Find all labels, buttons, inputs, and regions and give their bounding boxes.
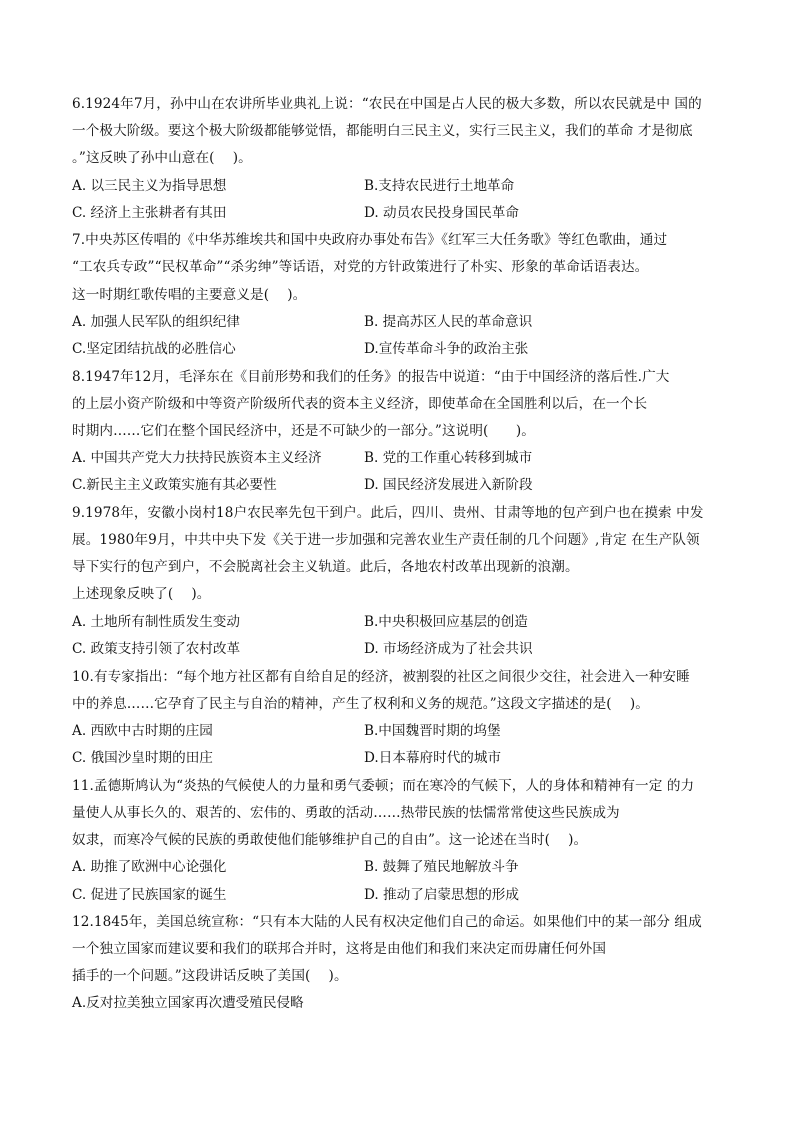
q8-option-a: A. 中国共产党大力扶持民族资本主义经济: [72, 450, 322, 466]
q7-line-1: 7.中央苏区传唱的《中华苏维埃共和国中央政府办事处布告》《红军三大任务歌》等红色歌曲，通过: [72, 232, 668, 248]
q6-option-c: C. 经济上主张耕者有其田: [72, 205, 227, 221]
q9-option-d: D. 市场经济成为了社会共识: [364, 641, 533, 657]
q8-line-1: 8.1947年12月，毛泽东在《目前形势和我们的任务》的报告中说道：“由于中国经济的落后性.广大: [72, 369, 670, 385]
q9-line-2: 展。1980年9月，中共中央下发《关于进一步加强和完善农业生产责任制的几个问题》,肯定 在生产队领: [72, 532, 700, 548]
q9-option-b: B.中央积极回应基层的创造: [364, 614, 528, 630]
q8-line-3: 时期内……它们在整个国民经济中，还是不可缺少的一部分。”这说明( )。: [72, 423, 535, 439]
q6-line-1: 6.1924年7月，孙中山在农讲所毕业典礼上说：“农民在中国是占人民的极大多数，所以农民就是中 国的: [72, 96, 702, 112]
q11-line-1: 11.孟德斯鸠认为“炎热的气候使人的力量和勇气委顿；而在寒冷的气候下，人的身体和精神有一定 的力: [72, 778, 695, 794]
q10-option-d: D.日本幕府时代的城市: [364, 750, 502, 766]
q9-option-a: A. 土地所有制性质发生变动: [72, 614, 240, 630]
q10-option-a: A. 西欧中古时期的庄园: [72, 723, 213, 739]
q9-line-3: 导下实行的包产到户，不会脱离社会主义轨道。此后，各地农村改革出现新的浪潮。: [72, 559, 579, 575]
q7-line-3: 这一时期红歌传唱的主要意义是( )。: [72, 287, 307, 303]
q6-option-a: A. 以三民主义为指导思想: [72, 178, 227, 194]
q9-option-c: C. 政策支持引领了农村改革: [72, 641, 241, 657]
q7-option-c: C.坚定团结抗战的必胜信心: [72, 341, 236, 357]
q7-option-a: A. 加强人民军队的组织纪律: [72, 314, 240, 330]
q7-line-2: “工农兵专政”“民权革命”“杀劣绅”等话语，对党的方针政策进行了朴实、形象的革命话语表达。: [72, 259, 649, 275]
q6-option-d: D. 动员农民投身国民革命: [364, 205, 519, 221]
q7-option-d: D.宣传革命斗争的政治主张: [364, 341, 529, 357]
q6-option-b: B.支持农民进行土地革命: [364, 178, 515, 194]
q8-option-d: D. 国民经济发展进入新阶段: [364, 477, 533, 493]
q6-line-2: 一个极大阶级。要这个极大阶级都能够觉悟，都能明白三民主义，实行三民主义，我们的革命 才是彻底: [72, 123, 693, 139]
q11-option-c: C. 促进了民族国家的诞生: [72, 887, 227, 903]
q11-line-2: 量使人从事长久的、艰苦的、宏伟的、勇敢的活动……热带民族的怯懦常常使这些民族成为: [72, 805, 620, 821]
q10-line-1: 10.有专家指出：“每个地方社区都有自给自足的经济，被割裂的社区之间很少交往，社会进入一种安睡: [72, 669, 690, 685]
q11-option-b: B. 鼓舞了殖民地解放斗争: [364, 859, 519, 875]
q12-line-3: 插手的一个问题。”这段讲话反映了美国( )。: [72, 968, 348, 984]
q12-line-1: 12.1845年，美国总统宣称：“只有本大陆的人民有权决定他们自己的命运。如果他们中的某一部分 组成: [72, 914, 702, 930]
q11-option-d: D. 推动了启蒙思想的形成: [364, 887, 519, 903]
q12-line-2: 一个独立国家而建议要和我们的联邦合并时，这将是由他们和我们来决定而毋庸任何外国: [72, 941, 607, 957]
q6-line-3: 。”这反映了孙中山意在( )。: [72, 150, 252, 166]
q8-line-2: 的上层小资产阶级和中等资产阶级所代表的资本主义经济，即使革命在全国胜利以后，在一个长: [72, 396, 648, 412]
q8-option-c: C.新民主主义政策实施有其必要性: [72, 477, 277, 493]
q9-line-1: 9.1978年，安徽小岗村18户农民率先包干到户。此后，四川、贵州、甘肃等地的包产到户也在摸索 中发: [72, 505, 704, 521]
q8-option-b: B. 党的工作重心转移到城市: [364, 450, 533, 466]
q11-option-a: A. 助推了欧洲中心论强化: [72, 859, 227, 875]
q10-option-b: B.中国魏晋时期的坞堡: [364, 723, 501, 739]
q12-option-a: A.反对拉美独立国家再次遭受殖民侵略: [72, 995, 304, 1011]
q11-line-3: 奴隶，而寒冷气候的民族的勇敢使他们能够维护自己的自由”。这一论述在当时( )。: [72, 832, 588, 848]
q10-option-c: C. 俄国沙皇时期的田庄: [72, 750, 213, 766]
q10-line-2: 中的养息……它孕育了民主与自治的精神，产生了权利和义务的规范。”这段文字描述的是( )。: [72, 696, 649, 712]
q7-option-b: B. 提高苏区人民的革命意识: [364, 314, 533, 330]
q9-line-4: 上述现象反映了( )。: [72, 586, 211, 602]
